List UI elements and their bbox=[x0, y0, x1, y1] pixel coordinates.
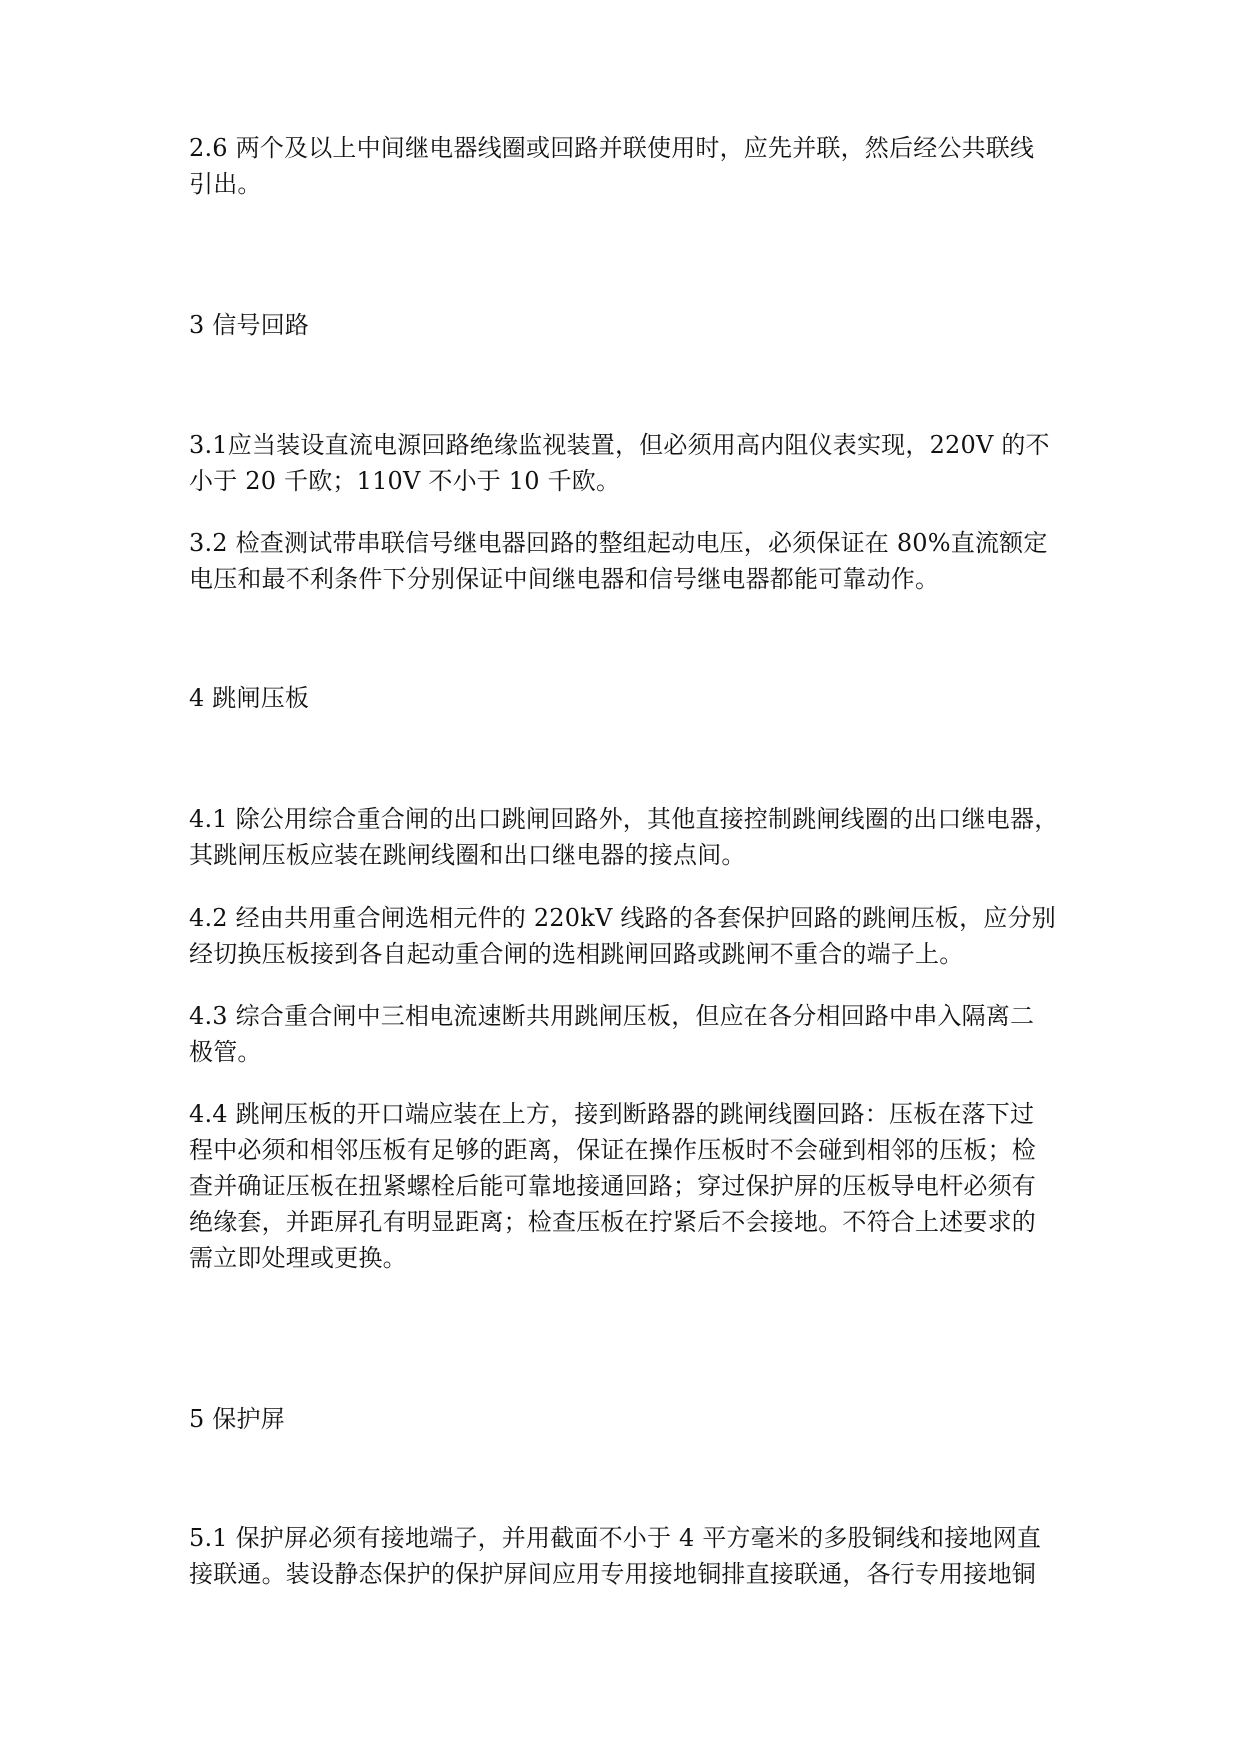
paragraph-4-3: 4.3 综合重合闸中三相电流速断共用跳闸压板，但应在各分相回路中串入隔离二 极管。 bbox=[189, 1002, 1035, 1066]
heading-3: 3 信号回路 bbox=[189, 311, 310, 339]
heading-5: 5 保护屏 bbox=[189, 1405, 285, 1433]
paragraph-3-2: 3.2 检查测试带串联信号继电器回路的整组起动电压，必须保证在 80%直流额定 电压和最不利条件下分别保证中间继电器和信号继电器都能可靠动作。 bbox=[189, 529, 1048, 593]
paragraph-3-1: 3.1应当装设直流电源回路绝缘监视装置，但必须用高内阻仪表实现，220V 的不 小于 20 千欧；110V 不小于 10 千欧。 bbox=[189, 431, 1050, 495]
heading-4: 4 跳闸压板 bbox=[189, 684, 310, 712]
paragraph-4-4: 4.4 跳闸压板的开口端应装在上方，接到断路器的跳闸线圈回路：压板在落下过 程中必须和相邻压板有足够的距离，保证在操作压板时不会碰到相邻的压板；检 查并确证压板在扭紧螺栓后能可靠地接通回路；穿过保护屏的压板导电杆必须有 绝缘套，并距屏孔有明显距离；检查压板在拧紧后不会接地。不符合上述要求的 需立即处理或更换。 bbox=[189, 1100, 1036, 1272]
paragraph-4-1: 4.1 除公用综合重合闸的出口跳闸回路外，其他直接控制跳闸线圈的出口继电器， 其跳闸压板应装在跳闸线圈和出口继电器的接点间。 bbox=[189, 805, 1059, 869]
paragraph-2-6: 2.6 两个及以上中间继电器线圈或回路并联使用时，应先并联，然后经公共联线 引出。 bbox=[189, 134, 1035, 198]
paragraph-4-2: 4.2 经由共用重合闸选相元件的 220kV 线路的各套保护回路的跳闸压板，应分别 经切换压板接到各自起动重合闸的选相跳闸回路或跳闸不重合的端子上。 bbox=[189, 904, 1056, 968]
paragraph-5-1: 5.1 保护屏必须有接地端子，并用截面不小于 4 平方毫米的多股铜线和接地网直 接联通。装设静态保护的保护屏间应用专用接地铜排直接联通，各行专用接地铜 bbox=[189, 1524, 1042, 1588]
